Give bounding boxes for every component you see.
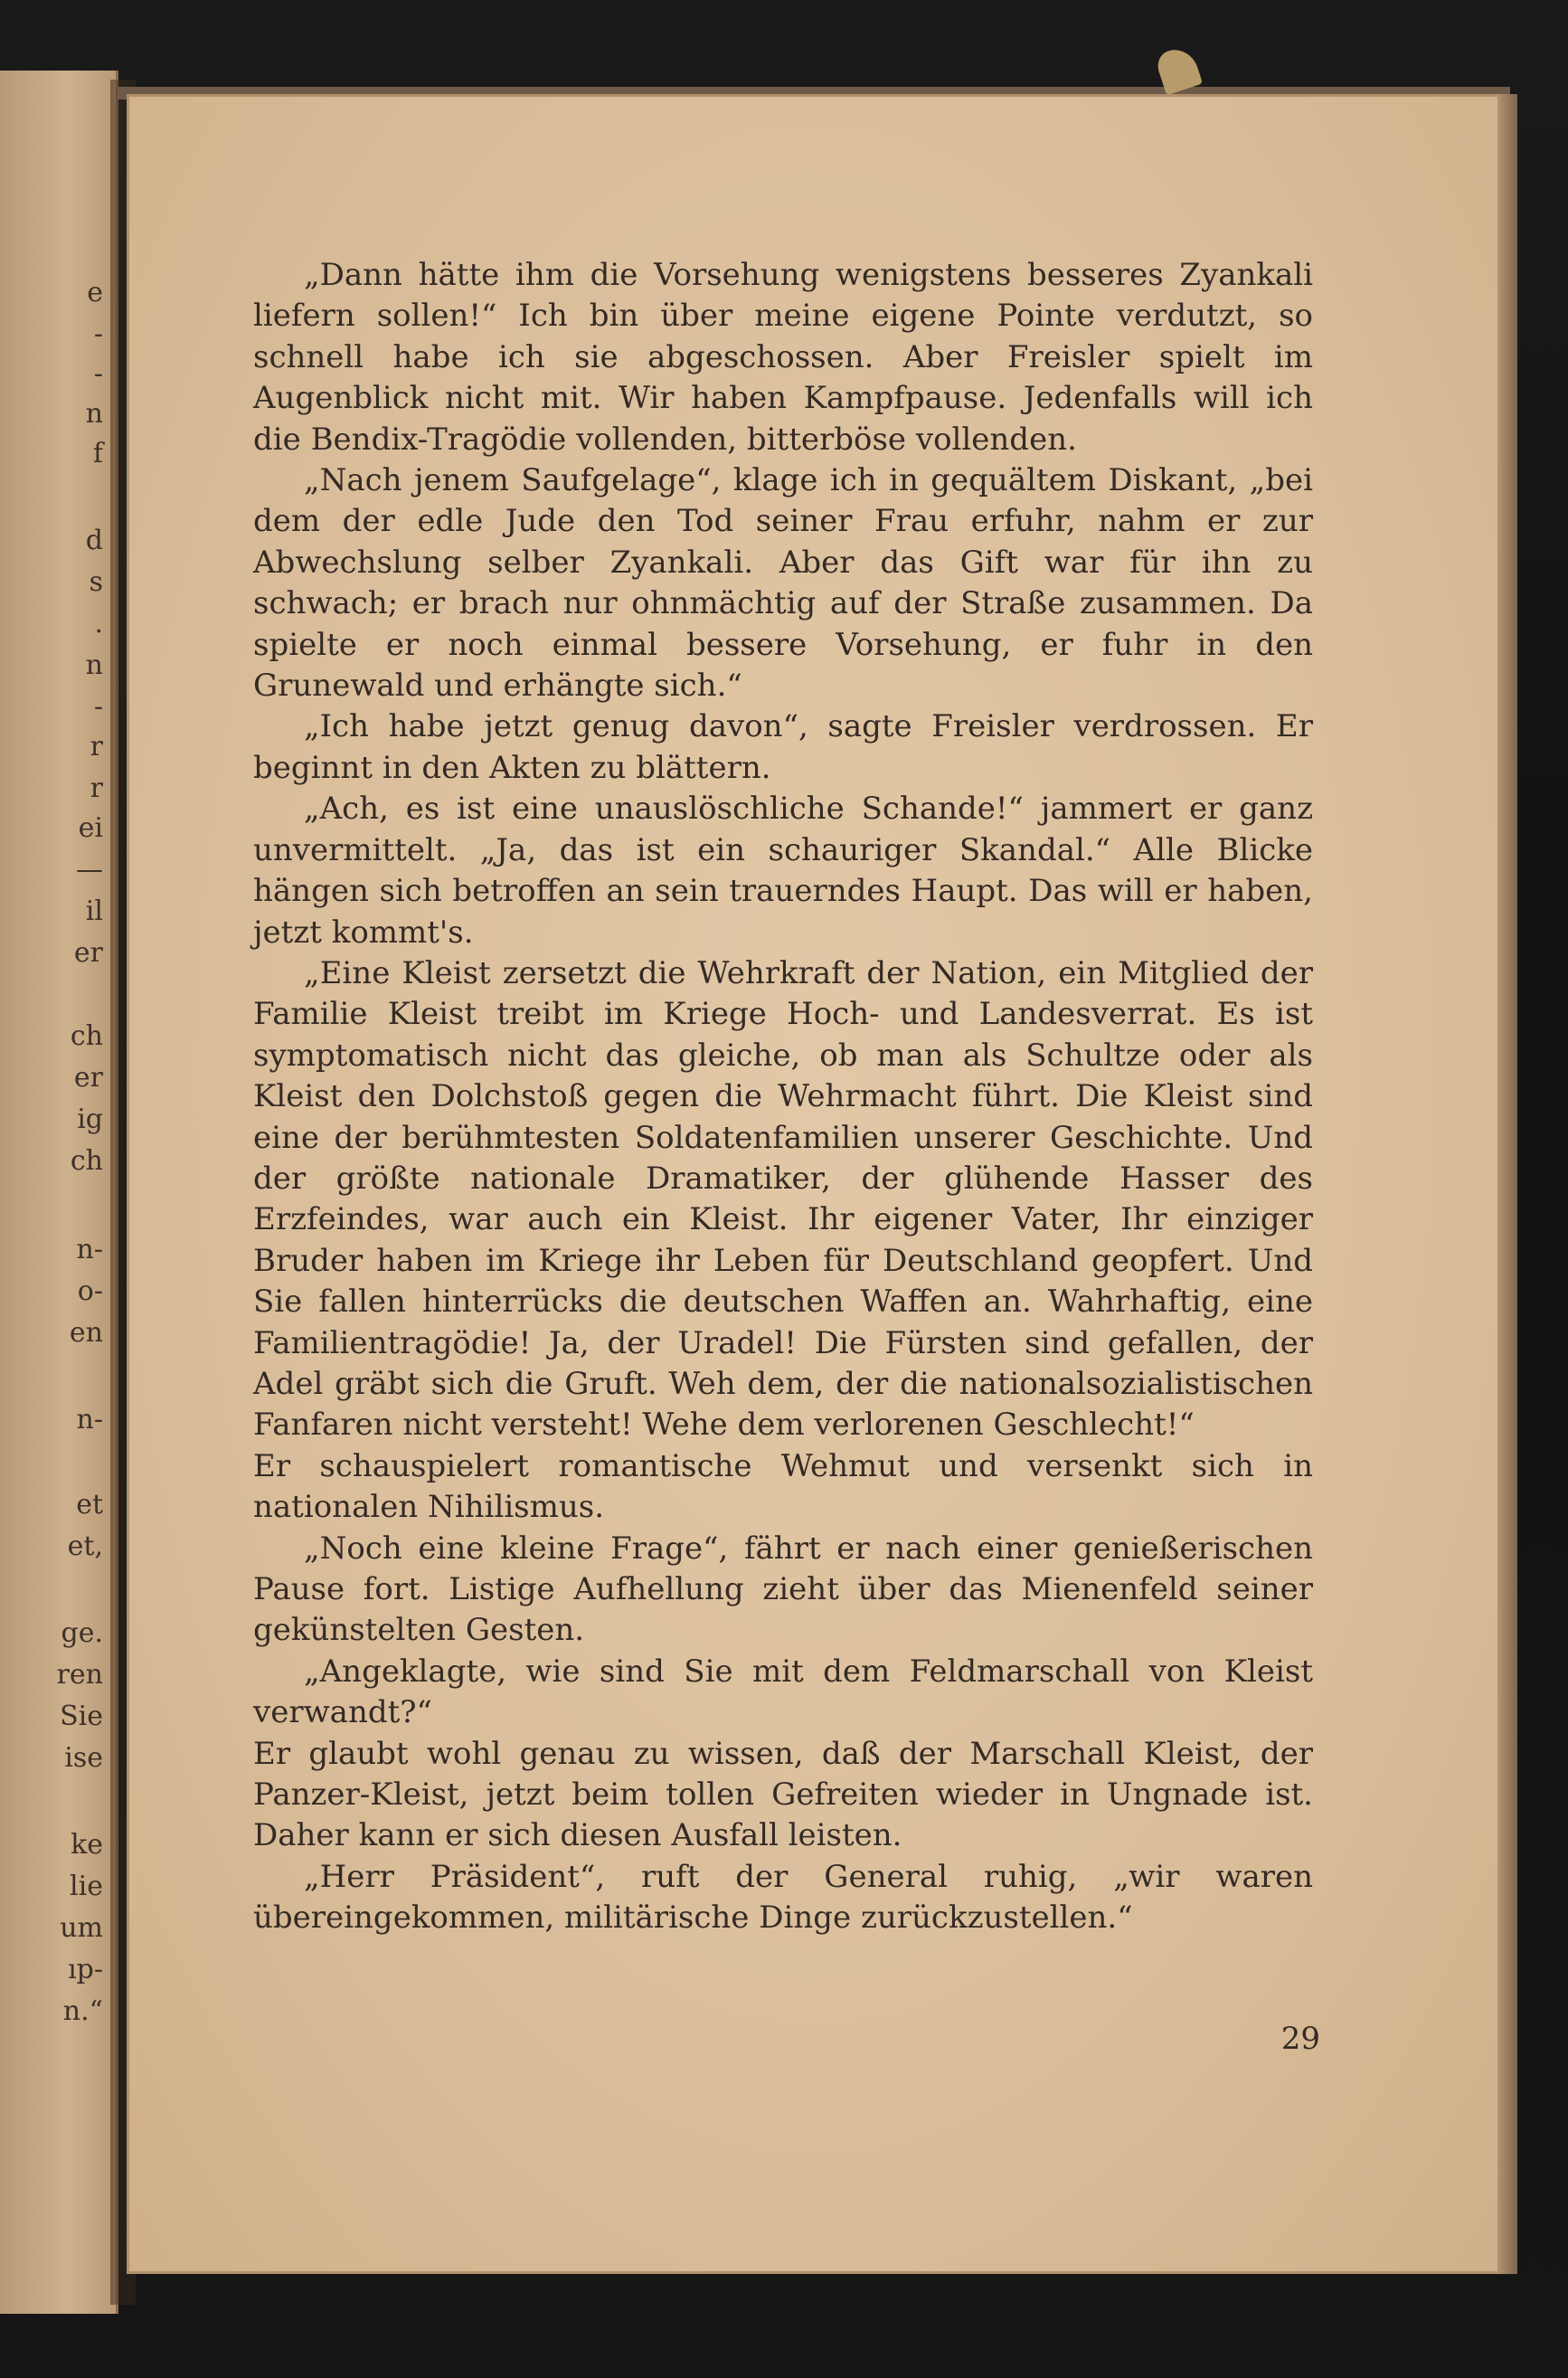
left-page-fragment: n (85, 649, 103, 681)
left-page-fragment: - (93, 318, 103, 350)
paragraph: „Ich habe jetzt genug davon“, sagte Freisler verdrossen. Er beginnt in den Akten zu blättern. (253, 708, 1313, 786)
left-page-fragment: r (90, 731, 103, 763)
body-text (253, 255, 1313, 1939)
left-page-fragment: ge. (61, 1617, 103, 1649)
left-page-fragment: e (87, 277, 103, 308)
left-page-fragment: il (85, 895, 103, 927)
paragraph: „Dann hätte ihm die Vorsehung wenigstens besseres Zyankali liefern sollen!“ Ich bin über meine eigene Pointe verdutzt, so schnell habe ich sie abgeschossen. Aber Freisler spielt im Augenblick nicht mit. Wir haben Kampfpause. Jedenfalls will ich die Bendix-Tragödie vollenden, bitterböse vollenden. (253, 257, 1313, 458)
page-number: 29 (1280, 2021, 1320, 2057)
left-page-fragment: ch (70, 1020, 103, 1052)
left-page-fragment: et (76, 1489, 103, 1521)
left-page-fragment: ıp- (68, 1954, 103, 1985)
left-page (0, 71, 118, 2314)
left-page-fragment: um (60, 1912, 103, 1944)
left-page-fragment: en (69, 1317, 103, 1349)
paragraph: „Herr Präsident“, ruft der General ruhig, „wir waren übereingekommen, militärische Dinge zurückzustellen.“ (253, 1858, 1313, 1937)
left-page-fragment: ei (78, 812, 103, 844)
left-page-fragment: er (73, 1062, 103, 1094)
paragraph: „Nach jenem Saufgelage“, klage ich in gequältem Diskant, „bei dem der edle Jude den Tod seiner Frau erfuhr, nahm er zur Abwechslung selber Zyankali. Aber das Gift war für ihn zu schwach; er brach nur ohnmächtig auf der Straße zusammen. Da spielte er noch einmal bessere Vorsehung, er fuhr in den Grunewald und erhängte sich.“ (253, 462, 1313, 705)
left-page-fragment: — (76, 854, 103, 886)
paragraph: „Angeklagte, wie sind Sie mit dem Feldmarschall von Kleist verwandt?“ (253, 1653, 1313, 1731)
left-page-fragment: - (93, 358, 103, 390)
left-page-fragment: n- (76, 1404, 103, 1435)
left-page-fragment: ise (64, 1742, 103, 1774)
left-page-fragment: ren (56, 1659, 103, 1691)
left-page-fragment: r (90, 772, 103, 804)
left-page-fragment: - (93, 691, 103, 723)
left-page-fragment: s (89, 566, 103, 598)
left-page-fragment: d (85, 525, 103, 556)
left-page-fragment: er (73, 937, 103, 969)
left-page-fragment: ig (77, 1104, 103, 1135)
left-page-fragment: n.“ (62, 1995, 103, 2027)
paragraph: Er schauspielert romantische Wehmut und versenkt sich in nationalen Nihilismus. (253, 1447, 1313, 1526)
left-page-fragment: . (94, 608, 103, 640)
left-page-fragment: et, (67, 1530, 103, 1562)
left-page-fragment: n (85, 398, 103, 430)
paragraph: „Eine Kleist zersetzt die Wehrkraft der Nation, ein Mitglied der Familie Kleist treibt im Kriege Hoch- und Landesverrat. Es ist symptomatisch nicht das gleiche, ob man als Schultze oder als Kleist den Dolchstoß gegen die Wehrmacht führt. Die Kleist sind eine der berühmtesten Soldatenfamilien unserer Geschichte. Und der größte nationale Dramatiker, der glühende Hasser des Erzfeindes, war auch ein Kleist. Ihr eigener Vater, Ihr einziger Bruder haben im Kriege ihr Leben für Deutschland geopfert. Und Sie fallen hinterrücks die deutschen Waffen an. Wahrhaftig, eine Familientragödie! Ja, der Uradel! Die Fürsten sind gefallen, der Adel gräbt sich die Gruft. Weh dem, der die nationalsozialistischen Fanfaren nicht versteht! Wehe dem verlorenen Geschlecht!“ (253, 954, 1313, 1444)
page-right-edge (1497, 94, 1517, 2274)
paragraph: „Ach, es ist eine unauslöschliche Schande!“ jammert er ganz unvermittelt. „Ja, das ist ein schauriger Skandal.“ Alle Blicke hängen sich betroffen an sein trauerndes Haupt. Das will er haben, jetzt kommt's. (253, 791, 1313, 951)
left-page-fragment: ke (71, 1829, 103, 1861)
paragraph: „Noch eine kleine Frage“, fährt er nach einer genießerischen Pause fort. Listige Aufhellung zieht über das Mienenfeld seiner gekünstelten Gesten. (253, 1530, 1313, 1649)
left-page-fragment: f (92, 438, 103, 469)
left-page-fragment: lie (70, 1871, 103, 1902)
paragraph: Er glaubt wohl genau zu wissen, daß der Marschall Kleist, der Panzer-Kleist, jetzt beim tollen Gefreiten wieder in Ungnade ist. Daher kann er sich diesen Ausfall leisten. (253, 1735, 1313, 1854)
left-page-fragment: Sie (60, 1701, 103, 1732)
left-page-fragment: n- (76, 1234, 103, 1265)
left-page-fragment: ch (70, 1145, 103, 1177)
left-page-fragment: o- (77, 1275, 103, 1307)
